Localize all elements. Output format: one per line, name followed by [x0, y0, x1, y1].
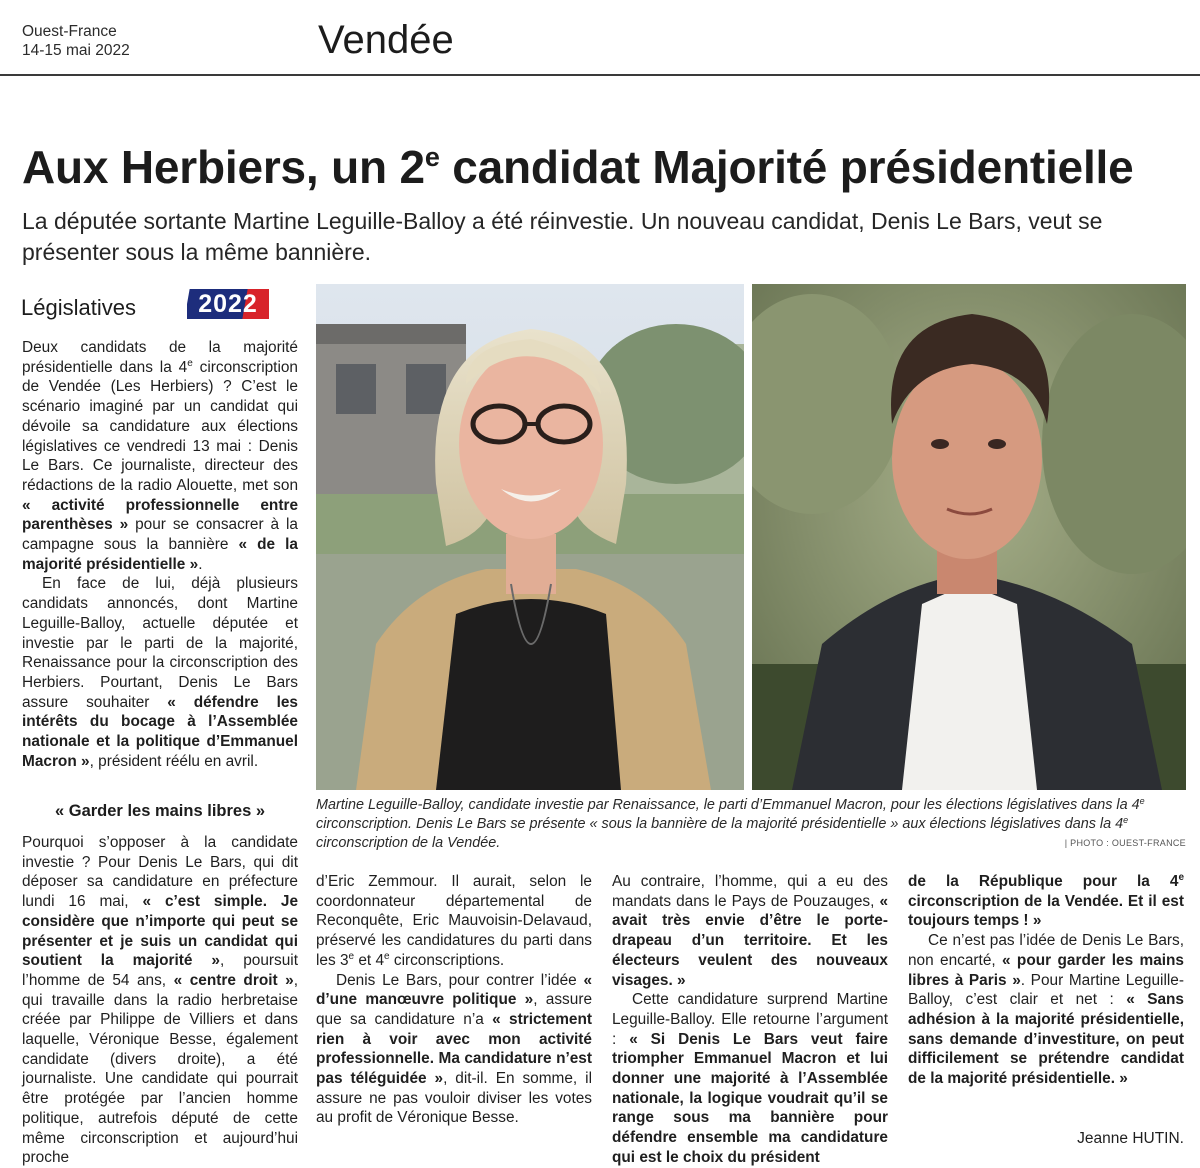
caption-part-2: circonscription. Denis Le Bars se présente « sous la bannière de la majorité présidentielle » aux élections législatives dans la 4: [316, 816, 1124, 832]
photo-martine-leguille-balloy: [316, 284, 744, 790]
article-headline: [22, 138, 1134, 196]
paragraph-4: d’Eric Zemmour. Il aurait, selon le coordonnateur départemental de Reconquête, Eric Mauvoisin-Delavaud, préservé les candidatures du parti dans les 3e et 4e circonscriptions.: [316, 873, 592, 969]
headline-superscript: e: [424, 142, 440, 172]
photo-denis-le-bars: [752, 284, 1186, 790]
newspaper-name: Ouest-France: [22, 23, 117, 40]
article-standfirst: La députée sortante Martine Leguille-Balloy a été réinvestie. Un nouveau candidat, Denis Le Bars, veut se présenter sous la même bannière.: [22, 208, 1103, 265]
paragraph-9: Ce n’est pas l’idée de Denis Le Bars, non encarté, « pour garder les mains libres à Paris ». Pour Martine Leguille-Balloy, c’est clair et net : « Sans adhésion à la majorité présidentielle, sans demande d’investiture, on peut difficilement se prétendre candidat de la majorité présidentielle. »: [908, 932, 1184, 1088]
column-1: [22, 338, 298, 771]
paragraph-6: Au contraire, l’homme, qui a eu des mandats dans le Pays de Pouzauges, « avait très envie d’être le porte-drapeau d’un territoire. Et les électeurs veulent des nouveaux visages. »: [612, 873, 888, 989]
header-divider: [0, 74, 1200, 76]
caption-superscript-2: e: [1123, 815, 1129, 825]
photo-credit: | PHOTO : OUEST-FRANCE: [1064, 838, 1186, 848]
byline: Jeanne HUTIN.: [1077, 1130, 1184, 1147]
paragraph-2: En face de lui, déjà plusieurs candidats annoncés, dont Martine Leguille-Balloy, actuelle députée et investie par le parti de la majorité, Renaissance pour la circonscription des Herbiers. Pourtant, Denis Le Bars assure souhaiter « défendre les intérêts du bocage à l’Assemblée nationale et la politique d’Emmanuel Macron », président réélu en avril.: [22, 575, 298, 770]
column-1-continued: [22, 833, 298, 1168]
column-2: [316, 872, 592, 1128]
paragraph-1: Deux candidats de la majorité présidentielle dans la 4e circonscription de Vendée (Les Herbiers) ? C’est le scénario imaginé par un candidat qui dévoile sa candidature aux élections législatives ce vendredi 13 mai : Denis Le Bars. Ce journaliste, directeur des rédactions de la radio Alouette, met son « activité professionnelle entre parenthèses » pour se consacrer à la campagne sous la bannière « de la majorité présidentielle ».: [22, 339, 298, 573]
paragraph-3: Pourquoi s’opposer à la candidate investie ? Pour Denis Le Bars, qui dit déposer sa candidature en préfecture lundi 16 mai, « c’est simple. Je considère que n’importe qui peut se présenter et je suis un candidat qui soutient la majorité », poursuit l’homme de 54 ans, « centre droit », qui travaille dans la radio herbretaise créée par Philippe de Villiers et dans laquelle, Véronique Besse, également candidate (divers droite), a été journaliste. Une candidate qui pourrait être protégée par l’ancien homme politique, autrefois député de cette même circonscription et aujourd’hui proche: [22, 834, 299, 1167]
intertitle: « Garder les mains libres »: [54, 802, 266, 820]
paragraph-8: de la République pour la 4e circonscription de la Vendée. Et il est toujours temps ! »: [908, 872, 1184, 930]
column-4: [908, 872, 1184, 1089]
column-3: [612, 872, 888, 1168]
caption-part-3: circonscription de la Vendée.: [316, 835, 501, 851]
year-badge: [187, 289, 269, 319]
year-badge-text: 2022: [198, 290, 258, 318]
headline-part-2: candidat Majorité présidentielle: [439, 141, 1134, 193]
caption-part-1: Martine Leguille-Balloy, candidate investie par Renaissance, le parti d’Emmanuel Macron, pour les élections législatives dans la 4: [316, 797, 1140, 813]
newspaper-masthead: [22, 22, 130, 60]
issue-date: 14-15 mai 2022: [22, 42, 130, 59]
headline-part-1: Aux Herbiers, un 2: [22, 141, 425, 193]
caption-superscript-1: e: [1139, 796, 1145, 806]
paragraph-5: Denis Le Bars, pour contrer l’idée « d’une manœuvre politique », assure que sa candidature n’a « strictement rien à voir avec mon activité professionnelle. Ma candidature n’est pas téléguidée », dit-il. En somme, il assure ne pas vouloir diviser les votes au profit de Véronique Besse.: [316, 971, 593, 1127]
section-title: Vendée: [318, 18, 454, 62]
paragraph-7: Cette candidature surprend Martine Leguille-Balloy. Elle retourne l’argument : « Si Denis Le Bars veut faire triompher Emmanuel Macron et lui donner une majorité à l’Assemblée nationale, la logique voudrait qu’il se range sous ma bannière pour défendre ensemble ma candidature qui est le choix du président: [612, 991, 888, 1166]
rubric-label: Législatives: [21, 295, 136, 320]
